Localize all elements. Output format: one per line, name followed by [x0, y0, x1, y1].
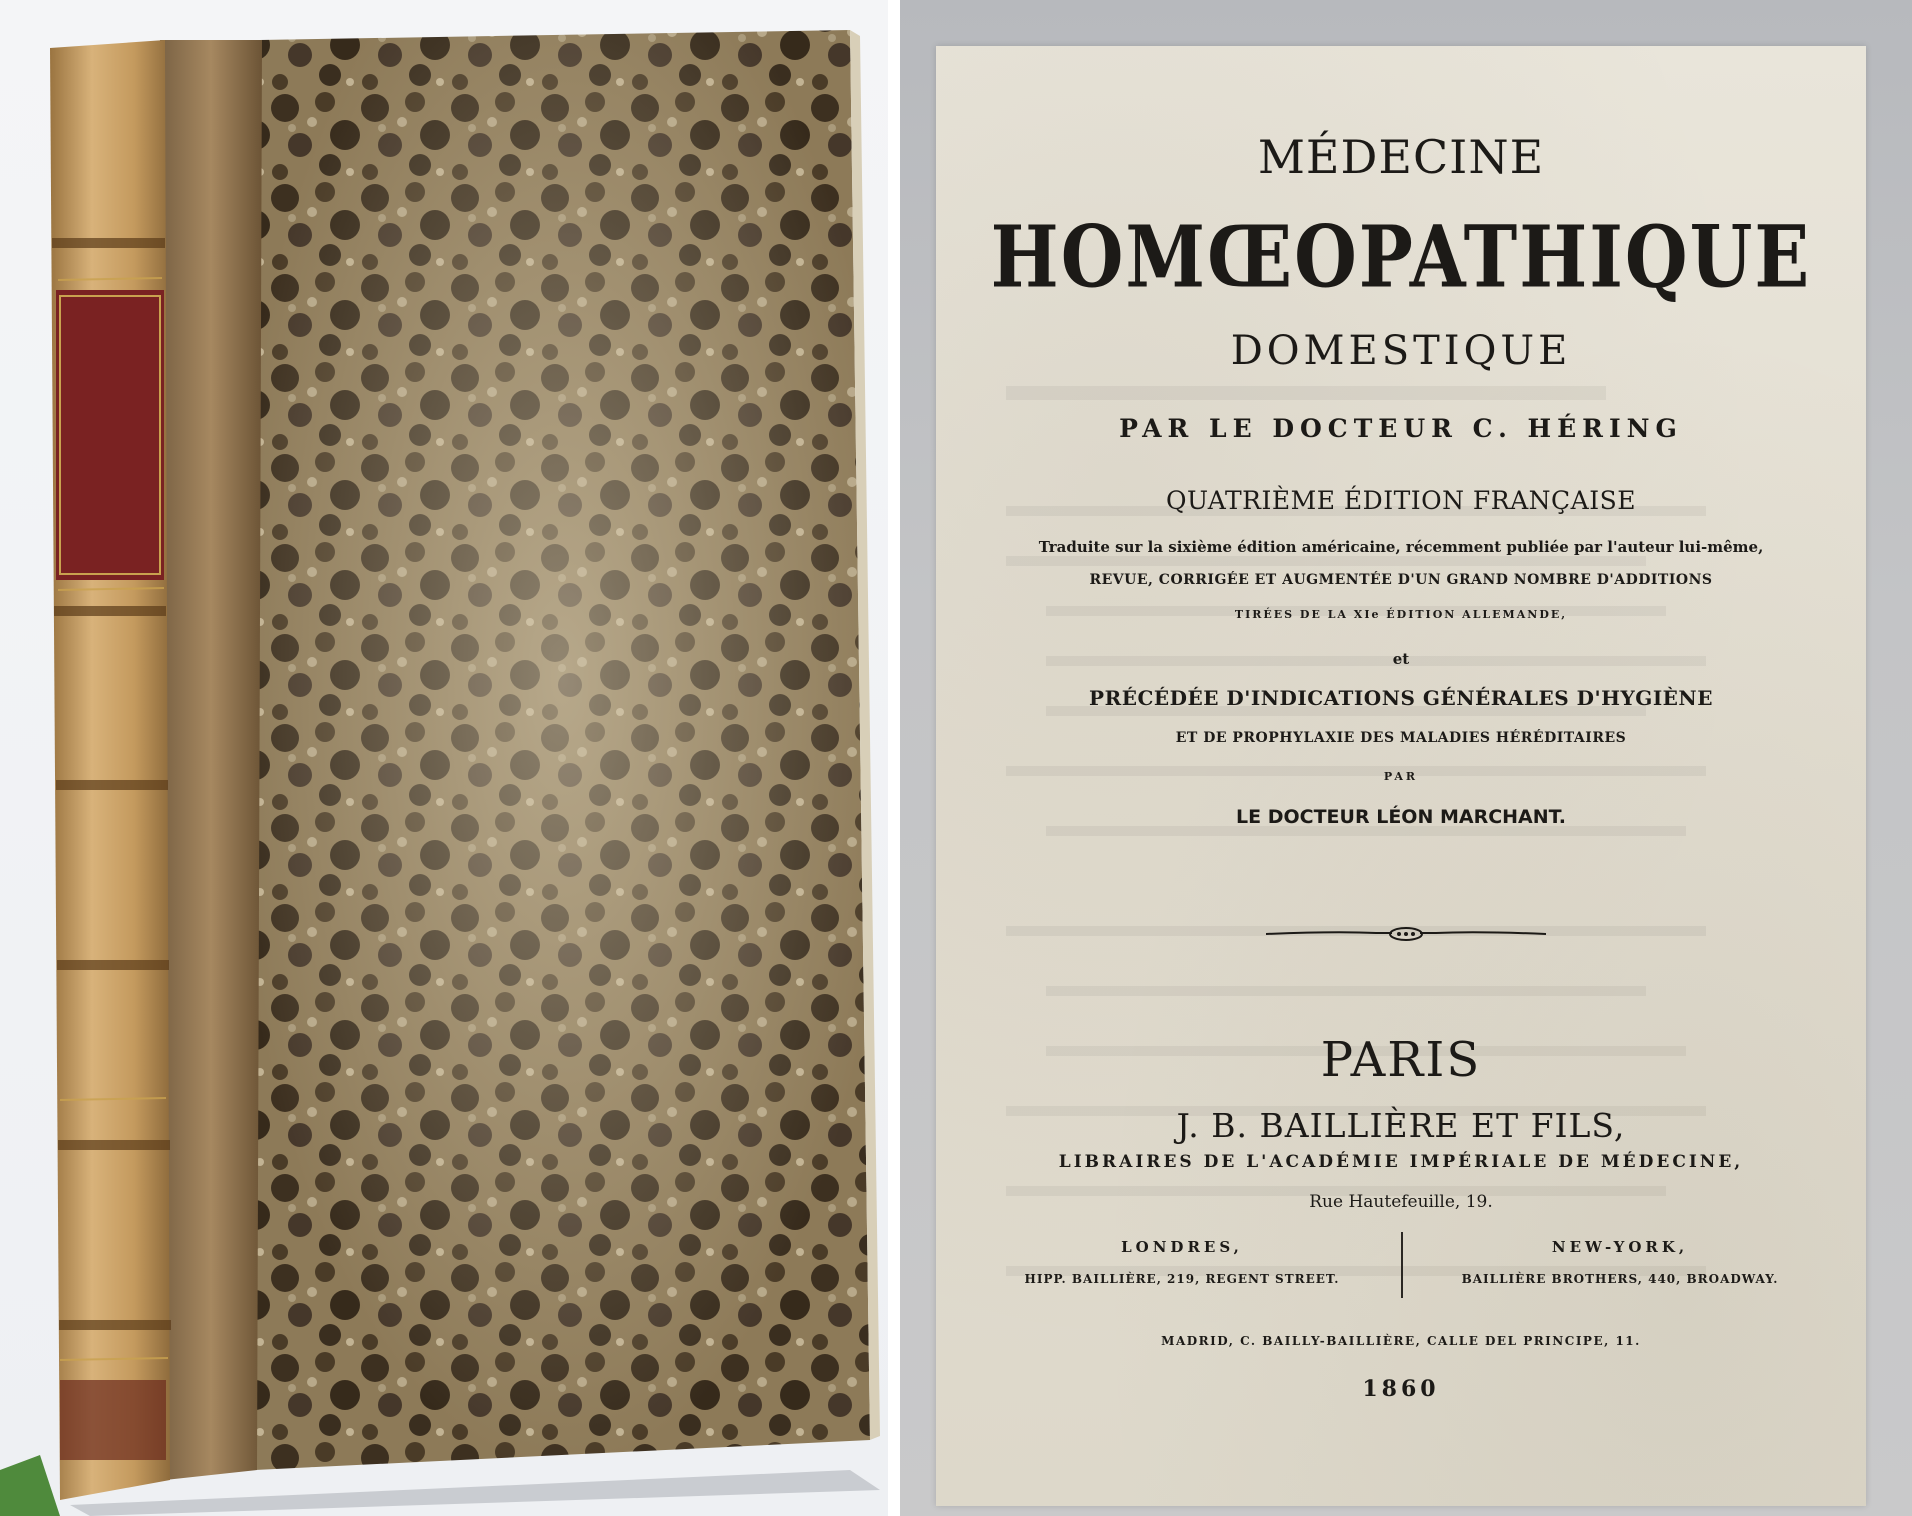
- prophylaxis-note: ET DE PROPHYLAXIE DES MALADIES HÉRÉDITAIRES: [1175, 730, 1627, 746]
- newyork-city: NEW-YORK,: [1551, 1238, 1689, 1256]
- publisher-line: J. B. BAILLIÈRE ET FILS,: [1176, 1106, 1626, 1145]
- source-note: TIRÉES DE LA XIe ÉDITION ALLEMANDE,: [1234, 608, 1568, 621]
- title-line-3: DOMESTIQUE: [1230, 328, 1572, 374]
- spine-label: [56, 290, 164, 580]
- publisher-role-line: LIBRAIRES DE L'ACADÉMIE IMPÉRIALE DE MÉDECINE,: [1058, 1152, 1744, 1172]
- title-line-2: HOMŒOPATHIQUE: [990, 206, 1812, 307]
- title-page: [936, 46, 1866, 1506]
- madrid-line: MADRID, C. BAILLY-BAILLIÈRE, CALLE DEL PRINCIPE, 11.: [1161, 1334, 1641, 1348]
- translation-note: Traduite sur la sixième édition américaine, récemment publiée par l'auteur lui-même,: [1038, 538, 1764, 556]
- edition-line: QUATRIÈME ÉDITION FRANÇAISE: [1166, 486, 1636, 515]
- title-page-photo: [900, 0, 1912, 1516]
- year-line: 1860: [1362, 1376, 1440, 1402]
- ornament-rule: [1266, 922, 1546, 946]
- revision-note: REVUE, CORRIGÉE ET AUGMENTÉE D'UN GRAND NOMBRE D'ADDITIONS: [1089, 572, 1713, 588]
- london-column: [972, 1238, 1392, 1286]
- photo-divider: [888, 0, 900, 1516]
- newyork-address: BAILLIÈRE BROTHERS, 440, BROADWAY.: [1461, 1272, 1779, 1286]
- book-illustration: [0, 0, 888, 1516]
- green-object: [0, 1455, 60, 1516]
- leather-spine: [50, 40, 170, 1500]
- conjunction: et: [1392, 650, 1410, 668]
- street-line: Rue Hautefeuille, 19.: [1309, 1192, 1493, 1212]
- london-city: LONDRES,: [1121, 1238, 1243, 1256]
- author-line: PAR LE DOCTEUR C. HÉRING: [1119, 414, 1683, 443]
- newyork-column: [1410, 1238, 1830, 1286]
- by-label: PAR: [1383, 770, 1419, 783]
- translator-line: LE DOCTEUR LÉON MARCHANT.: [1236, 806, 1566, 828]
- title-line-1: MÉDECINE: [1257, 130, 1545, 184]
- book-cover-photo: [0, 0, 888, 1516]
- preceded-note: PRÉCÉDÉE D'INDICATIONS GÉNÉRALES D'HYGIÈNE: [1089, 686, 1713, 710]
- leather-hinge: [160, 40, 262, 1480]
- city-line: PARIS: [1320, 1032, 1482, 1088]
- column-separator: [1401, 1232, 1403, 1298]
- london-address: HIPP. BAILLIÈRE, 219, REGENT STREET.: [1024, 1272, 1340, 1286]
